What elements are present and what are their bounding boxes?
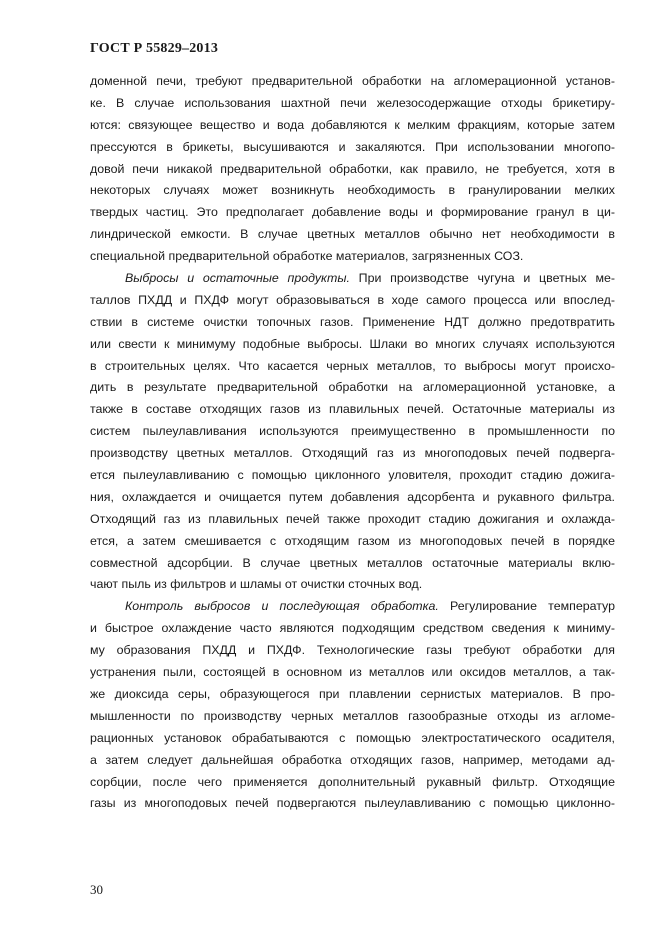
document-header: ГОСТ Р 55829–2013 [90,41,219,56]
text-line: довой печи никакой предварительной обработки, как правило, не требуется, хотя в [90,161,615,176]
paragraph-first-line [90,268,615,290]
paragraph-heading: Контроль выбросов и последующая обработка. [125,599,439,614]
text-line: доменной печи, требуют предварительной обработки на агломерационной установ- [90,74,615,88]
text-line: производству цветных металлов. Отходящий газ из многоподовых печей подверга- [90,446,615,461]
text-line: му образования ПХДД и ПХДФ. Технологические газы требуют обработки для [90,643,615,658]
text-line: чают пыль из фильтров и шламы от очистки сточных вод. [90,577,423,592]
text-line: Отходящий газ из плавильных печей также проходит стадию дожигания и охлажда- [90,511,615,526]
text-line: ются: связующее вещество и вода добавляются к мелким фракциям, которые затем [90,117,615,132]
text-line: сорбции, после чего применяется дополнительный рукавный фильтр. Отходящие [90,774,615,789]
text-line: ется пылеулавливанию с помощью циклонного уловителя, проходит стадию дожига- [90,468,615,483]
text-line: и быстрое охлаждение часто являются подходящим средством сведения к миниму- [90,621,615,636]
text-line: специальной предварительной обработке материалов, загрязненных СОЗ. [90,249,524,264]
document-body [90,71,615,815]
text-line: ния, охлаждается и очищается путем добавления адсорбента и рукавного фильтра. [90,489,615,504]
text-line: таллов ПХДД и ПХДФ могут образовываться в ходе самого процесса или впослед- [90,292,615,307]
paragraph-1 [90,71,615,268]
text-run: Регулирование температур [438,599,615,614]
text-line: прессуются в брикеты, высушиваются и закаляются. При использовании многопо- [90,139,615,154]
text-run: При производстве чугуна и цветных ме- [349,271,615,286]
text-line: рационных установок обрабатываются с помощью электростатического осадителя, [90,730,615,745]
text-line: линдрической емкости. В случае цветных металлов обычно нет необходимости в [90,227,615,242]
text-line: ется, а затем смешивается с отходящим газом из многоподовых печей в порядке [90,533,615,548]
text-line: мышленности по производству черных металлов газообразные отходы из агломе- [90,708,615,723]
paragraph-2 [90,268,615,596]
text-line: твердых частиц. Это предполагает добавление воды и формирование гранул в ци- [90,205,615,220]
paragraph-3 [90,596,615,815]
text-line: же диоксида серы, образующегося при плавлении сернистых материалов. В про- [90,686,615,701]
text-line: а затем следует дальнейшая обработка отходящих газов, например, методами ад- [90,752,615,767]
text-line: дить в результате предварительной обработки на агломерационной установке, а [90,380,615,395]
page-number: 30 [90,882,103,897]
text-line: ке. В случае использования шахтной печи железосодержащие отходы брикетиру- [90,95,615,110]
text-line: ствии в системе очистки топочных газов. Применение НДТ должно предотвратить [90,314,615,329]
text-line: или свести к минимуму подобные выбросы. Шлаки во многих случаях используются [90,336,615,351]
paragraph-first-line [90,596,615,618]
paragraph-heading: Выбросы и остаточные продукты. [125,271,350,286]
text-line: некоторых случаях может возникнуть необходимость в гранулировании мелких [90,183,615,198]
text-line: совместной адсорбции. В случае цветных металлов остаточные материалы вклю- [90,555,615,570]
text-line: также в составе отходящих газов из плавильных печей. Остаточные материалы из [90,402,615,417]
text-line: газы из многоподовых печей подвергаются пылеулавливанию с помощью циклонно- [90,796,615,811]
text-line: устранения пыли, состоящей в основном из металлов или оксидов металлов, а так- [90,665,615,680]
text-line: систем пылеулавливания используются преимущественно в промышленности по [90,424,615,439]
text-line: в строительных целях. Что касается черных металлов, то выбросы могут происхо- [90,358,615,373]
